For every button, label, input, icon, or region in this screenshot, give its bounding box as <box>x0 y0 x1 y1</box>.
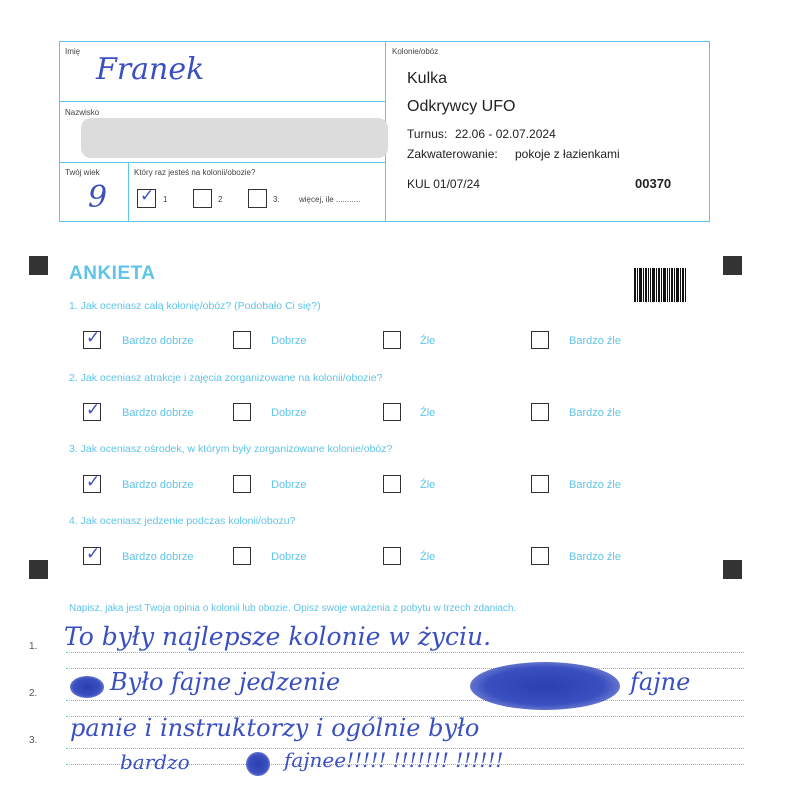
answer-line-1 <box>66 652 744 653</box>
q1-option-very-bad: Bardzo źle <box>569 335 621 347</box>
q1-checkbox-very-bad[interactable] <box>531 331 549 349</box>
barcode <box>634 268 690 302</box>
turnus-value: 22.06 - 02.07.2024 <box>455 127 556 141</box>
q2-checkbox-good[interactable] <box>233 403 251 421</box>
registration-marker-bottom-right <box>723 560 742 579</box>
q3-checkbox-very-bad[interactable] <box>531 475 549 493</box>
line-number-1: 1. <box>29 641 38 652</box>
accommodation-label: Zakwaterowanie: <box>407 147 498 161</box>
question-4: 4. Jak oceniasz jedzenie podczas kolonii/obozu? <box>69 515 296 527</box>
q3-option-good: Dobrze <box>271 479 307 491</box>
answer-text-3b: bardzo <box>120 750 190 774</box>
q2-option-very-good: Bardzo dobrze <box>122 407 194 419</box>
q4-option-very-good: Bardzo dobrze <box>122 551 194 563</box>
times-option-more: więcej, ile ........... <box>299 195 361 204</box>
question-3: 3. Jak oceniasz ośrodek, w którym były zorganizowane kolonie/obóz? <box>69 443 393 455</box>
times-checkbox-1[interactable] <box>137 189 156 208</box>
q3-option-bad: Źle <box>420 479 436 491</box>
scribble-mark-1 <box>70 676 104 698</box>
first-name-handwritten: Franek <box>96 52 205 87</box>
q4-checkbox-very-bad[interactable] <box>531 547 549 565</box>
q4-checkbox-good[interactable] <box>233 547 251 565</box>
q2-option-bad: Źle <box>420 407 436 419</box>
q1-option-bad: Źle <box>420 335 436 347</box>
q3-option-very-bad: Bardzo źle <box>569 479 621 491</box>
q4-checkbox-bad[interactable] <box>383 547 401 565</box>
last-name-label: Nazwisko <box>65 108 100 117</box>
name-row-divider <box>60 101 385 102</box>
line-number-3: 3. <box>29 735 38 746</box>
q1-checkbox-very-good[interactable] <box>83 331 101 349</box>
header-box <box>59 41 710 222</box>
answer-text-2a: Było fajne jedzenie <box>110 668 341 696</box>
q4-option-bad: Źle <box>420 551 436 563</box>
q4-option-very-bad: Bardzo źle <box>569 551 621 563</box>
age-divider <box>128 162 129 221</box>
scribble-mark-2 <box>470 662 620 710</box>
q3-checkbox-good[interactable] <box>233 475 251 493</box>
question-1: 1. Jak oceniasz całą kolonię/obóz? (Podobało Ci się?) <box>69 300 321 312</box>
last-name-redaction <box>81 118 388 158</box>
times-label: Który raz jesteś na kolonii/obozie? <box>134 168 256 177</box>
q2-checkbox-very-good[interactable] <box>83 403 101 421</box>
camp-label: Kolonie/obóz <box>392 47 439 56</box>
q3-option-very-good: Bardzo dobrze <box>122 479 194 491</box>
line-number-2: 2. <box>29 688 38 699</box>
times-checkbox-3[interactable] <box>248 189 267 208</box>
survey-title: ANKIETA <box>69 263 156 284</box>
registration-marker-top-right <box>723 256 742 275</box>
q2-option-very-bad: Bardzo źle <box>569 407 621 419</box>
times-option-2: 2 <box>218 195 223 204</box>
q4-checkbox-very-good[interactable] <box>83 547 101 565</box>
opinion-prompt: Napisz, jaka jest Twoja opinia o kolonii lub obozie. Opisz swoje wrażenia z pobytu w trzech zdaniach. <box>69 603 517 614</box>
q3-checkbox-very-good[interactable] <box>83 475 101 493</box>
registration-marker-bottom-left <box>29 560 48 579</box>
camp-theme: Odkrywcy UFO <box>407 98 516 115</box>
surname-row-divider <box>60 162 385 163</box>
q3-checkbox-bad[interactable] <box>383 475 401 493</box>
q2-option-good: Dobrze <box>271 407 307 419</box>
q1-option-very-good: Bardzo dobrze <box>122 335 194 347</box>
q2-checkbox-very-bad[interactable] <box>531 403 549 421</box>
answer-text-3c: fajnee!!!!! !!!!!!! !!!!!! <box>284 748 504 772</box>
times-option-1: 1 <box>163 195 168 204</box>
camp-name: Kulka <box>407 70 448 87</box>
q2-checkbox-bad[interactable] <box>383 403 401 421</box>
registration-marker-top-left <box>29 256 48 275</box>
question-2: 2. Jak oceniasz atrakcje i zajęcia zorganizowane na kolonii/obozie? <box>69 372 383 384</box>
form-number: 00370 <box>635 176 672 191</box>
q1-checkbox-good[interactable] <box>233 331 251 349</box>
answer-text-2b: fajne <box>630 668 691 696</box>
camp-code: KUL 01/07/24 <box>407 177 480 191</box>
answer-text-1: To były najlepsze kolonie w życiu. <box>64 622 492 651</box>
times-option-3: 3. <box>273 195 280 204</box>
age-handwritten: 9 <box>88 180 108 215</box>
q1-checkbox-bad[interactable] <box>383 331 401 349</box>
age-label: Twój wiek <box>65 168 100 177</box>
turnus-label: Turnus: <box>407 127 448 141</box>
times-checkbox-2[interactable] <box>193 189 212 208</box>
q4-option-good: Dobrze <box>271 551 307 563</box>
answer-text-3a: panie i instruktorzy i ogólnie było <box>70 714 480 742</box>
scribble-mark-3 <box>246 752 270 776</box>
first-name-label: Imię <box>65 47 81 56</box>
answer-line-2 <box>66 700 744 701</box>
q1-option-good: Dobrze <box>271 335 307 347</box>
accommodation-value: pokoje z łazienkami <box>515 147 620 161</box>
